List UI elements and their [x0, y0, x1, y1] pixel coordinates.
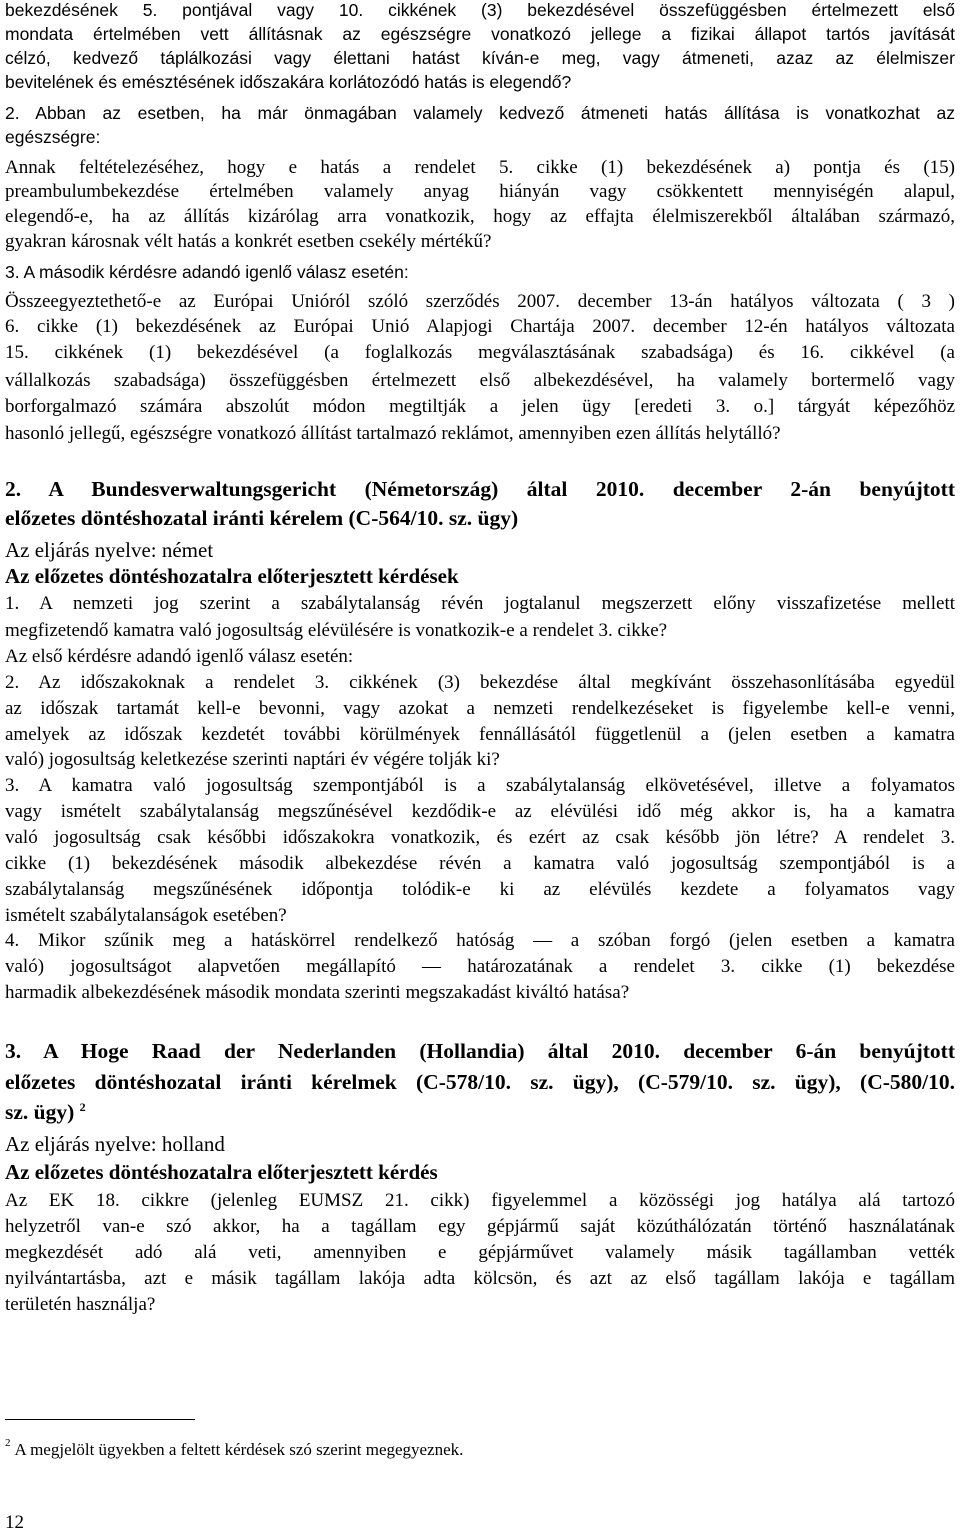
- text-line: harmadik albekezdésének második mondata szerinti megszakadást kiváltó hatása?: [5, 982, 630, 1003]
- text-line: cikke (1) bekezdésének második albekezdése révén a kamatra való jogosultság szempontjából is a: [5, 853, 955, 874]
- text-line: 3. A második kérdésre adandó igenlő válasz esetén:: [5, 262, 409, 282]
- footnote-text: A megjelölt ügyekben a feltett kérdések szó szerint megegyeznek.: [14, 1440, 464, 1459]
- text-line: nyilvántartásba, azt e másik tagállam lakója adta kölcsön, és azt az első tagállam lakója e tagállam: [5, 1268, 955, 1289]
- text-line: Az első kérdésre adandó igenlő válasz esetén:: [5, 646, 354, 667]
- section-3-subheading: Az előzetes döntéshozatalra előterjesztett kérdés: [5, 1160, 438, 1184]
- text-line: való jogosultság csak későbbi időszakokra vonatkozik, és ezért az csak később jön létre? A rendelet 3.: [5, 827, 955, 848]
- text-line: megkezdését adó alá veti, amennyiben e gépjárművet valamely másik tagállamban vették: [5, 1242, 955, 1263]
- text-line: 3. A kamatra való jogosultság szempontjából is a szabálytalanság elkövetésével, illetve a folyamatos: [5, 775, 955, 796]
- section-3-heading: előzetes döntéshozatal iránti kérelmek (C-578/10. sz. ügy), (C-579/10. sz. ügy), (C-580/10.: [5, 1070, 955, 1094]
- text-line: helyzetről van-e szó akkor, ha a tagállam egy gépjármű saját közúthálózatán történő használatának: [5, 1216, 955, 1237]
- section-3-heading: 3. A Hoge Raad der Nederlanden (Hollandia) által 2010. december 6-án benyújtott: [5, 1039, 955, 1063]
- text-line: 6. cikke (1) bekezdésének az Európai Unió Alapjogi Chartája 2007. december 12-én hatályos változata: [5, 316, 955, 337]
- text-line: megfizetendő kamatra való jogosultság elévülésére is vonatkozik-e a rendelet 3. cikke?: [5, 620, 668, 641]
- text-line: bekezdésének 5. pontjával vagy 10. cikkének (3) bekezdésével összefüggésben értelmezett első: [5, 0, 955, 20]
- text-line: szabálytalanság megszűnésének időpontja tolódik-e ki az elévülés kezdete a folyamatos vagy: [5, 879, 955, 900]
- text-line: bevitelének és emésztésének időszakára korlátozódó hatás is elegendő?: [5, 72, 572, 92]
- text-line: 15. cikkének (1) bekezdésével (a foglalkozás megválasztásának szabadsága) és 16. cikkével (a: [5, 342, 955, 363]
- text-line: hasonló jellegű, egészségre vonatkozó állítást tartalmazó reklámot, amennyiben ezen állítás helytálló?: [5, 423, 781, 444]
- text-line: vállalkozás szabadsága) összefüggésben értelmezett első albekezdésével, ha valamely bortermelő vagy: [5, 370, 955, 391]
- text-line: való) jogosultságot alapvetően megállapító — határozatának a rendelet 3. cikke (1) bekezdése: [5, 956, 955, 977]
- text-line: 4. Mikor szűnik meg a hatáskörrel rendelkező hatóság — a szóban forgó (jelen esetben a kamatra: [5, 930, 955, 951]
- text-line: vagy ismételt szabálytalanság megszűnésével kezdődik-e az elévülési idő még akkor is, ha a kamatra: [5, 801, 955, 822]
- section-2-heading: előzetes döntéshozatal iránti kérelem (C-564/10. sz. ügy): [5, 506, 519, 530]
- footnote: [5, 1437, 464, 1460]
- text-line: egészségre:: [5, 127, 101, 147]
- text-line: gyakran károsnak vélt hatás a konkrét esetben csekély mértékű?: [5, 231, 492, 252]
- footnote-divider: [5, 1419, 195, 1420]
- section-3-heading: [5, 1100, 955, 1125]
- text-line: Összeegyeztethető-e az Európai Unióról szóló szerződés 2007. december 13-án hatályos változata ( 3 ): [5, 291, 955, 312]
- text-line: Annak feltételezéséhez, hogy e hatás a rendelet 5. cikke (1) bekezdésének a) pontja és (15): [5, 157, 955, 178]
- text-line: amelyek az időszak kezdetét további körülmények fennállásától függetlenül a (jelen esetben a kamatra: [5, 724, 955, 745]
- text-line: preambulumbekezdése értelmében valamely anyag hiányán vagy csökkentett mennyiségén alapul,: [5, 181, 955, 202]
- section-3-language: Az eljárás nyelve: holland: [5, 1132, 225, 1156]
- text-line: 2. Abban az esetben, ha már önmagában valamely kedvező átmeneti hatás állítása is vonatkozhat az: [5, 103, 955, 123]
- text-line: Az EK 18. cikkre (jelenleg EUMSZ 21. cikk) figyelemmel a közösségi jog hatálya alá tartozó: [5, 1190, 955, 1211]
- section-2-subheading: Az előzetes döntéshozatalra előterjesztett kérdések: [5, 564, 459, 588]
- footnote-reference[interactable]: 2: [79, 1099, 86, 1114]
- page-number: 12: [5, 1512, 24, 1533]
- text-line: elegendő-e, ha az állítás kizárólag arra vonatkozik, hogy az effajta élelmiszerekből általában származó,: [5, 206, 955, 227]
- section-2-language: Az eljárás nyelve: német: [5, 538, 214, 562]
- text-line: 2. Az időszakoknak a rendelet 3. cikkének (3) bekezdése által megkívánt összehasonlításába egyedül: [5, 672, 955, 693]
- text-line: célzó, kedvező táplálkozási vagy élettani hatást kíván-e meg, vagy átmeneti, azaz az élelmiszer: [5, 48, 955, 68]
- text-line: borforgalmazó számára abszolút módon megtiltják a jelen ügy [eredeti 3. o.] tárgyát képezőhöz: [5, 396, 955, 417]
- text-line: az időszak tartamát kell-e bevonni, vagy azokat a nemzeti rendelkezéseket is figyelembe kell-e venni,: [5, 698, 955, 719]
- section-3-heading-end: sz. ügy): [5, 1100, 75, 1124]
- text-line: mondata értelmében vett állításnak az egészségre vonatkozó jellege a fizikai állapot tartós javítását: [5, 24, 955, 44]
- text-line: 1. A nemzeti jog szerint a szabálytalanság révén jogtalanul megszerzett előny visszafizetése mellett: [5, 593, 955, 614]
- text-line: való) jogosultság keletkezése szerinti naptári év végére tolják ki?: [5, 749, 500, 770]
- text-line: ismételt szabálytalanságok esetében?: [5, 905, 287, 926]
- footnote-number: 2: [5, 1437, 11, 1449]
- text-line: területén használja?: [5, 1294, 156, 1315]
- section-2-heading: 2. A Bundesverwaltungsgericht (Németország) által 2010. december 2-án benyújtott: [5, 477, 955, 501]
